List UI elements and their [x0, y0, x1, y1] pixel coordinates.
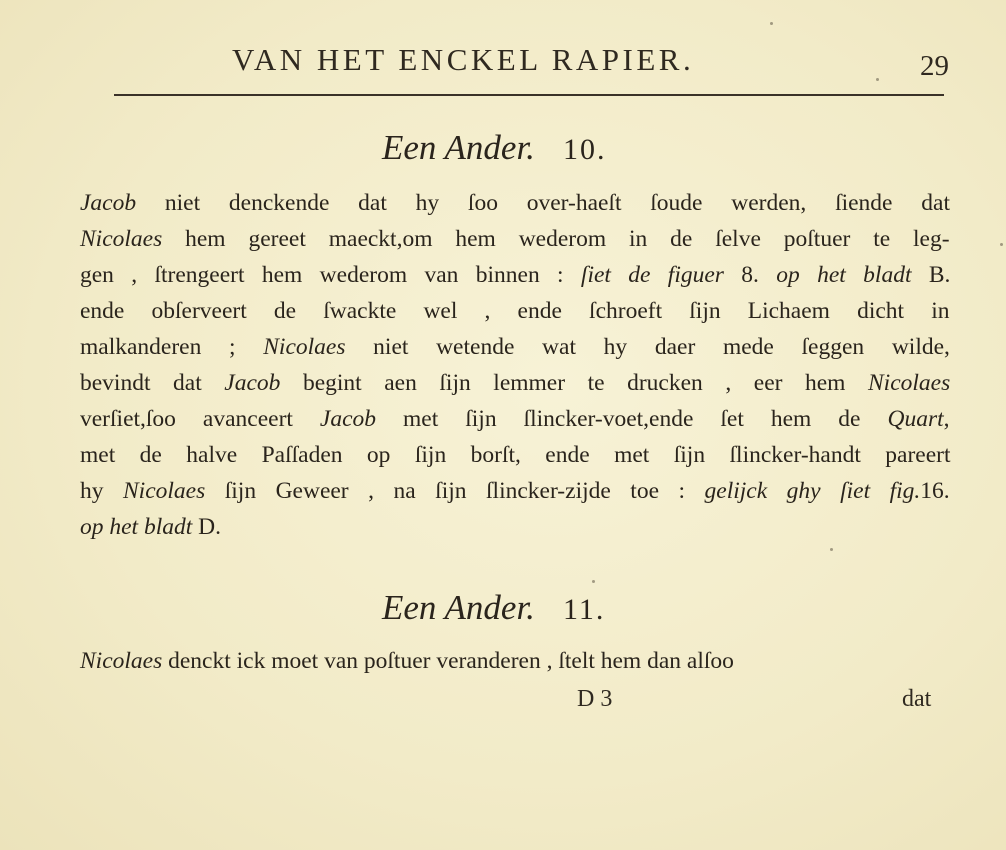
text-run: 8. [723, 262, 777, 288]
text-run: hy [80, 478, 123, 504]
paper-speck [592, 580, 595, 583]
text-run: bevindt dat [80, 370, 225, 396]
running-header: VAN HET ENCKEL RAPIER. [232, 42, 695, 77]
text-run: met de halve Paſſaden op ſijn borſt, ende met ſijn ſlincker-handt pareert [80, 442, 951, 468]
text-line [80, 190, 950, 217]
text-run: , [943, 406, 950, 432]
paper-speck [830, 548, 833, 551]
section-heading-10 [382, 128, 606, 168]
italic-text: gelijck ghy ſiet fig. [704, 478, 921, 504]
italic-text: Nicolaes [80, 648, 163, 674]
text-line [80, 226, 950, 253]
italic-text: Jacob [80, 190, 137, 216]
page-number: 29 [920, 50, 949, 82]
catchword: dat [902, 686, 932, 712]
text-run: denckt ick moet van poſtuer veranderen , ſtelt hem dan alſoo [162, 648, 734, 674]
section-number: 11. [562, 593, 606, 626]
text-run: ſijn Geweer , na ſijn ſlincker-zijde toe : [205, 478, 705, 504]
paper-speck [1000, 243, 1003, 246]
text-run: gen , ſtrengeert hem wederom van binnen : [80, 262, 581, 288]
text-line [80, 370, 950, 397]
paragraph-section-11 [80, 648, 960, 688]
text-run: met ſijn ſlincker-voet,ende ſet hem de [376, 406, 888, 432]
italic-text: Nicolaes [80, 226, 163, 252]
text-line [80, 334, 950, 361]
text-run: verſiet,ſoo avanceert [80, 406, 320, 432]
text-run: begint aen ſijn lemmer te drucken , eer hem [280, 370, 868, 396]
italic-text: Nicolaes [123, 478, 206, 504]
text-line [80, 262, 950, 289]
text-run: malkanderen ; [80, 334, 264, 360]
text-line [80, 442, 951, 469]
paper-speck [770, 22, 773, 25]
italic-text: Quart [887, 406, 944, 432]
section-heading-text: Een Ander. [382, 128, 535, 167]
text-line [80, 478, 950, 505]
section-number: 10. [562, 133, 607, 166]
italic-text: Nicolaes [868, 370, 951, 396]
text-run: 16. [920, 478, 950, 504]
text-line [80, 298, 950, 325]
italic-text: ſiet de figuer [580, 262, 724, 288]
text-run: ende obſerveert de ſwackte wel , ende ſchroeft ſijn Lichaem dicht in [80, 298, 950, 324]
italic-text: Jacob [224, 370, 281, 396]
italic-text: Jacob [319, 406, 377, 432]
text-run: B. [911, 262, 951, 288]
text-run: D. [192, 514, 222, 540]
text-run: hem gereet maeckt,om hem wederom in de ſelve poſtuer te leg- [162, 226, 950, 252]
text-run: niet wetende wat hy daer mede ſeggen wilde, [345, 334, 950, 360]
text-line [80, 648, 734, 675]
header-rule [114, 94, 944, 96]
paragraph-section-10 [80, 190, 960, 550]
section-heading-text: Een Ander. [382, 588, 535, 627]
text-run: niet denckende dat hy ſoo over-haeſt ſoude werden, ſiende dat [136, 190, 950, 216]
paper-speck [876, 78, 879, 81]
section-heading-11 [382, 588, 605, 628]
italic-text: op het bladt [776, 262, 912, 288]
text-line [80, 406, 950, 433]
italic-text: Nicolaes [263, 334, 346, 360]
text-line [80, 514, 221, 541]
signature-mark: D 3 [577, 686, 613, 712]
italic-text: op het bladt [80, 514, 193, 540]
